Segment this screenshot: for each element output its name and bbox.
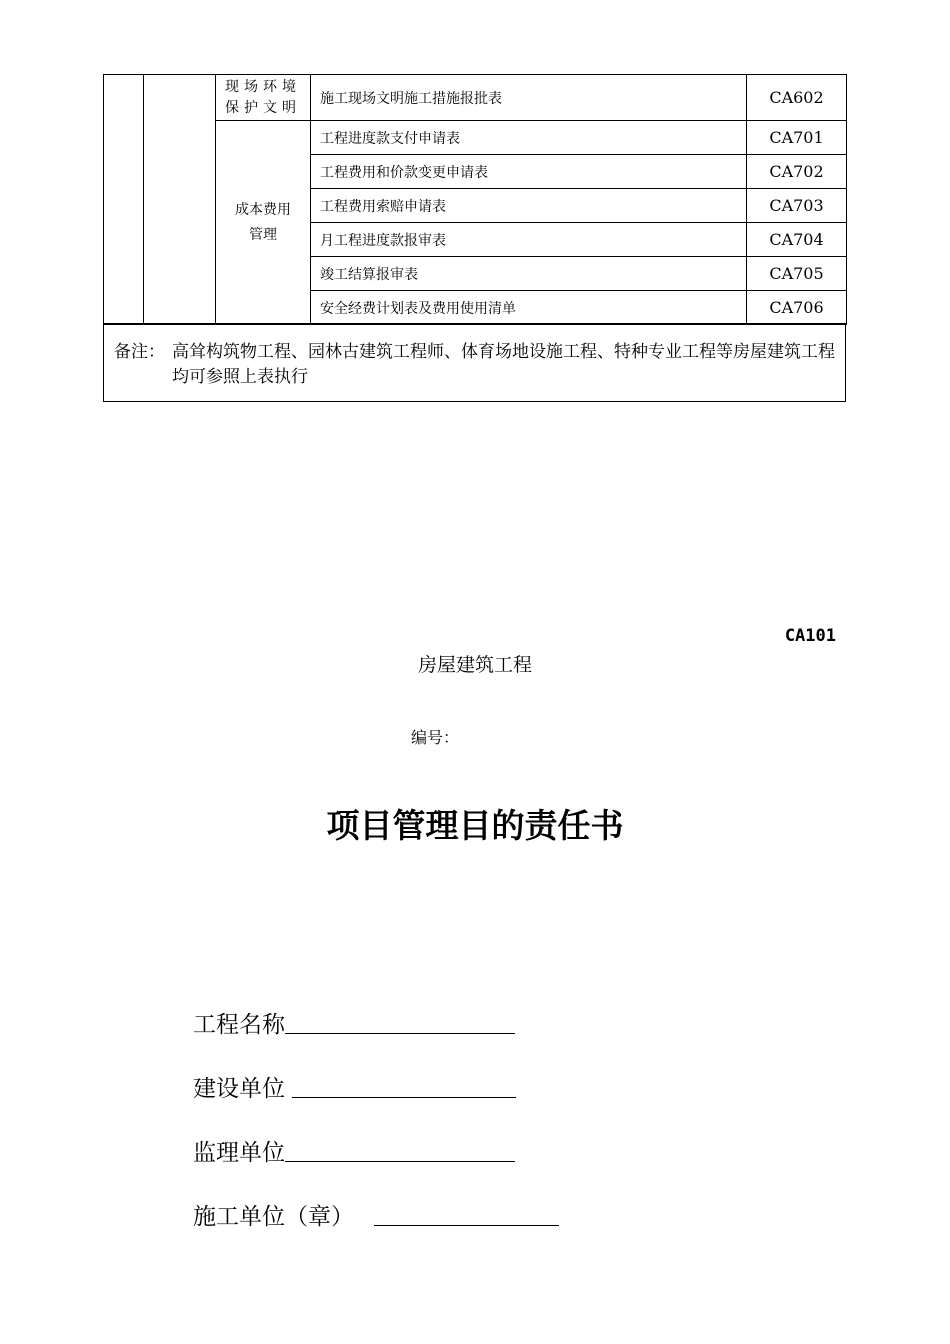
blank-cell [104, 75, 144, 325]
form-code-cell: CA706 [747, 291, 847, 325]
project-name-field [193, 1003, 515, 1039]
category-cell: 成本费用管理 [216, 121, 311, 325]
field-label: 建设单位 [193, 1076, 285, 1102]
supervision-unit-field [193, 1131, 515, 1167]
form-code-cell: CA705 [747, 257, 847, 291]
form-name-cell: 竣工结算报审表 [311, 257, 747, 291]
form-code-cell: CA703 [747, 189, 847, 223]
page-title: 项目管理目的责任书 [326, 806, 624, 845]
form-name-cell: 工程费用索赔申请表 [311, 189, 747, 223]
remarks-label: 备注： [114, 342, 165, 362]
form-code-cell: CA701 [747, 121, 847, 155]
category-cell: 现场环境保护文明 [216, 75, 311, 121]
fill-in-line[interactable] [285, 1032, 515, 1034]
field-label: 工程名称 [193, 1012, 285, 1038]
field-label: 施工单位（章） [193, 1204, 354, 1230]
form-code-cell: CA602 [747, 75, 847, 121]
blank-cell [144, 75, 216, 325]
document-subtitle: 房屋建筑工程 [417, 654, 532, 676]
form-name-cell: 工程进度款支付申请表 [311, 121, 747, 155]
form-name-cell: 安全经费计划表及费用使用清单 [311, 291, 747, 325]
construction-unit-field [193, 1067, 516, 1103]
remarks-text: 高耸构筑物工程、园林古建筑工程师、体育场地设施工程、特种专业工程等房屋建筑工程均可参照上表执行 [172, 342, 835, 387]
remarks-box [103, 323, 846, 402]
table-row [104, 121, 847, 155]
form-name-cell: 月工程进度款报审表 [311, 223, 747, 257]
contractor-unit-field [193, 1195, 559, 1231]
form-name-cell: 施工现场文明施工措施报批表 [311, 75, 747, 121]
form-code: CA101 [784, 626, 836, 646]
fill-in-line[interactable] [285, 1160, 515, 1162]
form-index-table [103, 74, 847, 325]
fill-in-line[interactable] [292, 1096, 516, 1098]
form-name-cell: 工程费用和价款变更申请表 [311, 155, 747, 189]
fill-in-line[interactable] [374, 1224, 559, 1226]
number-label: 编号： [411, 728, 460, 747]
field-label: 监理单位 [193, 1140, 285, 1166]
form-code-cell: CA704 [747, 223, 847, 257]
form-code-cell: CA702 [747, 155, 847, 189]
table-row [104, 75, 847, 121]
